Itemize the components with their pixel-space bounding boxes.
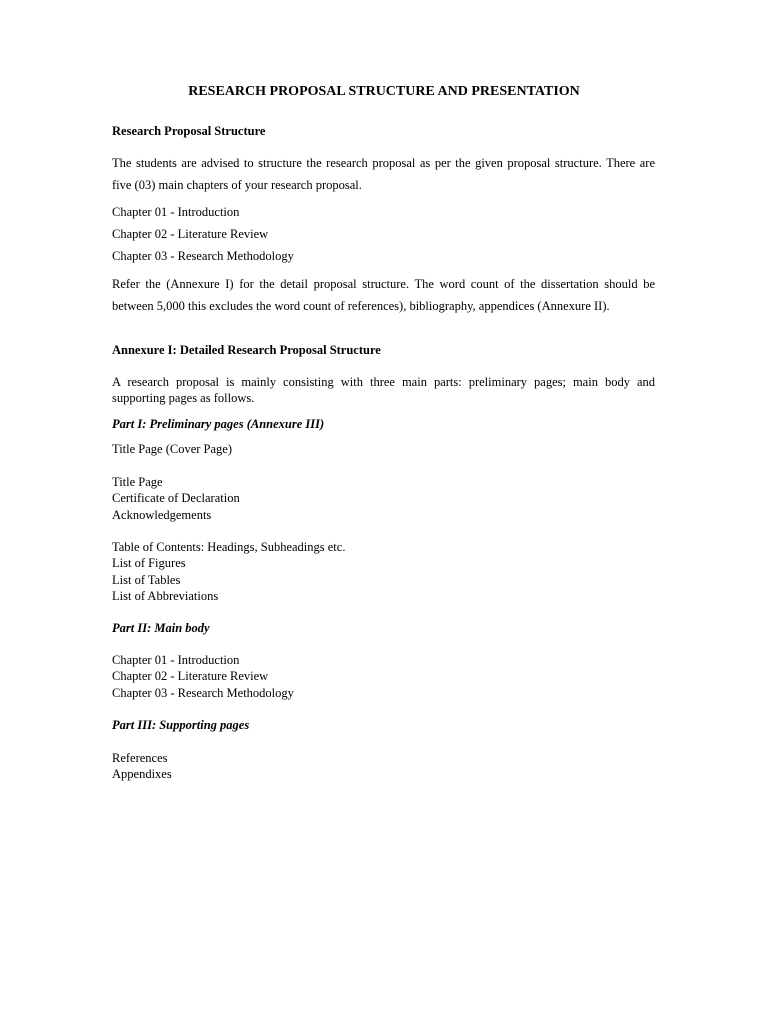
intro-paragraph: The students are advised to structure the research proposal as per the given proposal structure. There are five (03) main chapters of your research proposal. <box>112 156 655 192</box>
list-item: Chapter 02 - Literature Review <box>112 669 269 684</box>
list-item: Appendixes <box>112 767 172 782</box>
main-body-list <box>112 652 655 701</box>
preliminary-list-b <box>112 539 655 604</box>
supporting-pages-list <box>112 750 655 783</box>
cover-page-item: Title Page (Cover Page) <box>112 442 233 456</box>
list-item: List of Tables <box>112 572 181 587</box>
part-1-heading: Part I: Preliminary pages (Annexure III) <box>112 417 325 431</box>
list-item: Title Page <box>112 475 163 489</box>
chapter-item: Chapter 01 - Introduction <box>112 205 240 219</box>
annexure-heading: Annexure I: Detailed Research Proposal Structure <box>112 343 381 357</box>
chapter-list <box>112 201 655 267</box>
chapter-item: Chapter 02 - Literature Review <box>112 227 269 241</box>
part-3-heading: Part III: Supporting pages <box>112 718 250 732</box>
word-count-paragraph: Refer the (Annexure I) for the detail proposal structure. The word count of the dissertation should be between 5,000 this excludes the word count of references), bibliography, appendices (Annexure II). <box>112 277 655 313</box>
page-title: RESEARCH PROPOSAL STRUCTURE AND PRESENTATION <box>188 84 580 99</box>
list-item: Chapter 01 - Introduction <box>112 653 240 667</box>
part-2-heading: Part II: Main body <box>112 621 210 635</box>
section-heading-structure: Research Proposal Structure <box>112 124 266 138</box>
list-item: Table of Contents: Headings, Subheadings etc. <box>112 540 346 554</box>
list-item: List of Abbreviations <box>112 588 219 603</box>
list-item: Certificate of Declaration <box>112 491 240 506</box>
annexure-intro-paragraph: A research proposal is mainly consisting with three main parts: preliminary pages; main body and supporting pages as follows. <box>112 375 655 405</box>
list-item: Acknowledgements <box>112 507 212 522</box>
list-item: References <box>112 751 168 765</box>
list-item: Chapter 03 - Research Methodology <box>112 685 294 700</box>
list-item: List of Figures <box>112 556 186 571</box>
chapter-item: Chapter 03 - Research Methodology <box>112 249 294 263</box>
preliminary-list-a <box>112 474 655 523</box>
